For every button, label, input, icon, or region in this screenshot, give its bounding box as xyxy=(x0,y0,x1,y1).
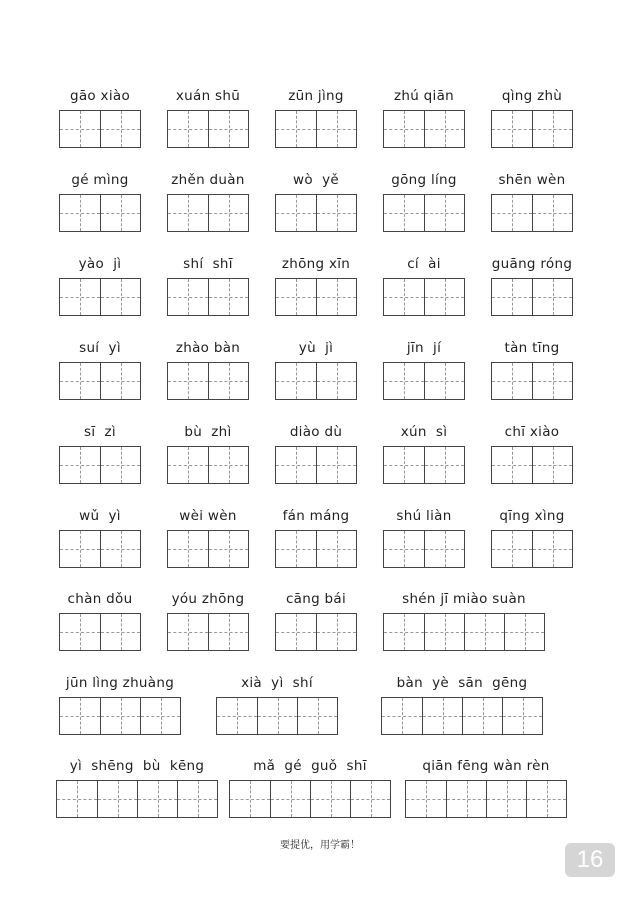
pinyin-label: yù jì xyxy=(298,340,334,356)
writing-grid[interactable] xyxy=(59,194,141,232)
writing-grid[interactable] xyxy=(59,278,141,316)
tianzige-cell[interactable] xyxy=(276,363,316,399)
writing-grid[interactable] xyxy=(167,110,249,148)
tianzige-cell[interactable] xyxy=(384,195,424,231)
pinyin-label: diào dù xyxy=(289,424,343,440)
tianzige-cell[interactable] xyxy=(208,195,248,231)
tianzige-cell[interactable] xyxy=(276,531,316,567)
pinyin-label: chàn dǒu xyxy=(67,591,133,607)
tianzige-cell[interactable] xyxy=(168,279,208,315)
tianzige-cell[interactable] xyxy=(60,698,100,734)
footer-slogan: 要提优，用学霸！ xyxy=(280,840,360,851)
dictation-item xyxy=(56,758,218,820)
tianzige-cell[interactable] xyxy=(168,614,208,650)
writing-grid[interactable] xyxy=(229,780,391,818)
dictation-item xyxy=(491,424,573,486)
pinyin-label: xún sì xyxy=(400,424,448,440)
tianzige-cell[interactable] xyxy=(60,614,100,650)
pinyin-label: jīn jí xyxy=(406,340,442,356)
tianzige-cell[interactable] xyxy=(276,614,316,650)
tianzige-cell[interactable] xyxy=(168,531,208,567)
pinyin-label: cí ài xyxy=(407,256,441,272)
dictation-item xyxy=(275,88,357,150)
tianzige-cell[interactable] xyxy=(97,781,137,817)
pinyin-label: zhào bàn xyxy=(175,340,241,356)
tianzige-cell[interactable] xyxy=(384,279,424,315)
tianzige-cell[interactable] xyxy=(504,614,544,650)
writing-grid[interactable] xyxy=(491,194,573,232)
tianzige-cell[interactable] xyxy=(532,279,572,315)
tianzige-cell[interactable] xyxy=(492,279,532,315)
writing-grid[interactable] xyxy=(491,362,573,400)
dictation-item xyxy=(275,256,357,318)
tianzige-cell[interactable] xyxy=(532,531,572,567)
tianzige-cell[interactable] xyxy=(384,614,424,650)
tianzige-cell[interactable] xyxy=(384,447,424,483)
pinyin-label: wǔ yì xyxy=(79,508,121,524)
pinyin-label: mǎ gé guǒ shī xyxy=(253,758,367,774)
pinyin-label: cāng bái xyxy=(285,591,347,607)
tianzige-cell[interactable] xyxy=(257,698,297,734)
tianzige-cell[interactable] xyxy=(424,111,464,147)
pinyin-label: jūn lìng zhuàng xyxy=(65,675,175,691)
pinyin-label: shēn wèn xyxy=(498,172,566,188)
pinyin-label: qiān fēng wàn rèn xyxy=(422,758,550,774)
tianzige-cell[interactable] xyxy=(60,363,100,399)
pinyin-label: wèi wèn xyxy=(179,508,237,524)
dictation-item xyxy=(491,172,573,234)
writing-grid[interactable] xyxy=(491,278,573,316)
writing-grid[interactable] xyxy=(167,530,249,568)
tianzige-cell[interactable] xyxy=(100,363,140,399)
tianzige-cell[interactable] xyxy=(316,531,356,567)
dictation-item xyxy=(167,88,249,150)
dictation-item xyxy=(383,88,465,150)
pinyin-label: yóu zhōng xyxy=(171,591,245,607)
dictation-item xyxy=(491,256,573,318)
tianzige-cell[interactable] xyxy=(297,698,337,734)
writing-grid[interactable] xyxy=(275,362,357,400)
tianzige-cell[interactable] xyxy=(382,698,422,734)
writing-grid[interactable] xyxy=(381,697,543,735)
pinyin-label: wò yě xyxy=(293,172,339,188)
writing-grid[interactable] xyxy=(59,446,141,484)
writing-grid[interactable] xyxy=(275,278,357,316)
tianzige-cell[interactable] xyxy=(492,531,532,567)
writing-grid[interactable] xyxy=(491,446,573,484)
dictation-item xyxy=(59,256,141,318)
tianzige-cell[interactable] xyxy=(100,614,140,650)
tianzige-cell[interactable] xyxy=(100,531,140,567)
tianzige-cell[interactable] xyxy=(100,698,140,734)
writing-grid[interactable] xyxy=(383,362,465,400)
tianzige-cell[interactable] xyxy=(424,531,464,567)
tianzige-cell[interactable] xyxy=(424,614,464,650)
writing-grid[interactable] xyxy=(56,780,218,818)
dictation-item xyxy=(59,88,141,150)
tianzige-cell[interactable] xyxy=(168,363,208,399)
tianzige-cell[interactable] xyxy=(316,279,356,315)
pinyin-label: zūn jìng xyxy=(288,88,344,104)
dictation-item xyxy=(59,172,141,234)
tianzige-cell[interactable] xyxy=(316,447,356,483)
writing-grid[interactable] xyxy=(383,278,465,316)
pinyin-label: guāng róng xyxy=(491,256,573,272)
pinyin-label: zhú qiān xyxy=(393,88,455,104)
pinyin-label: shí shī xyxy=(183,256,233,272)
dictation-item xyxy=(275,508,357,570)
dictation-item xyxy=(59,675,181,737)
writing-grid[interactable] xyxy=(383,446,465,484)
tianzige-cell[interactable] xyxy=(492,447,532,483)
writing-grid[interactable] xyxy=(383,530,465,568)
tianzige-cell[interactable] xyxy=(422,698,462,734)
tianzige-cell[interactable] xyxy=(208,531,248,567)
dictation-item xyxy=(405,758,567,820)
tianzige-cell[interactable] xyxy=(57,781,97,817)
writing-grid[interactable] xyxy=(491,110,573,148)
tianzige-cell[interactable] xyxy=(100,195,140,231)
tianzige-cell[interactable] xyxy=(208,363,248,399)
dictation-item xyxy=(381,675,543,737)
pinyin-label: yì shēng bù kēng xyxy=(69,758,205,774)
tianzige-cell[interactable] xyxy=(532,111,572,147)
pinyin-label: shén jī miào suàn xyxy=(402,591,526,607)
tianzige-cell[interactable] xyxy=(276,447,316,483)
writing-grid[interactable] xyxy=(383,194,465,232)
tianzige-cell[interactable] xyxy=(60,111,100,147)
tianzige-cell[interactable] xyxy=(316,111,356,147)
dictation-item xyxy=(383,340,465,402)
tianzige-cell[interactable] xyxy=(100,111,140,147)
dictation-item xyxy=(167,424,249,486)
tianzige-cell[interactable] xyxy=(100,279,140,315)
pinyin-label: sī zì xyxy=(83,424,116,440)
writing-grid[interactable] xyxy=(59,613,141,651)
pinyin-label: yào jì xyxy=(78,256,122,272)
pinyin-label: chī xiào xyxy=(504,424,560,440)
tianzige-cell[interactable] xyxy=(532,195,572,231)
dictation-item xyxy=(275,340,357,402)
dictation-item xyxy=(491,88,573,150)
dictation-item xyxy=(491,508,573,570)
tianzige-cell[interactable] xyxy=(217,698,257,734)
writing-grid[interactable] xyxy=(275,446,357,484)
pinyin-label: zhěn duàn xyxy=(171,172,245,188)
writing-grid[interactable] xyxy=(275,110,357,148)
writing-grid[interactable] xyxy=(383,110,465,148)
tianzige-cell[interactable] xyxy=(384,531,424,567)
tianzige-cell[interactable] xyxy=(446,781,486,817)
tianzige-cell[interactable] xyxy=(276,111,316,147)
tianzige-cell[interactable] xyxy=(168,195,208,231)
tianzige-cell[interactable] xyxy=(350,781,390,817)
tianzige-cell[interactable] xyxy=(208,111,248,147)
pinyin-label: gāo xiào xyxy=(69,88,131,104)
tianzige-cell[interactable] xyxy=(492,195,532,231)
tianzige-cell[interactable] xyxy=(424,279,464,315)
pinyin-label: qìng zhù xyxy=(501,88,563,104)
tianzige-cell[interactable] xyxy=(168,447,208,483)
tianzige-cell[interactable] xyxy=(270,781,310,817)
tianzige-cell[interactable] xyxy=(502,698,542,734)
tianzige-cell[interactable] xyxy=(276,279,316,315)
pinyin-label: zhōng xīn xyxy=(281,256,351,272)
tianzige-cell[interactable] xyxy=(406,781,446,817)
dictation-item xyxy=(491,340,573,402)
tianzige-cell[interactable] xyxy=(316,614,356,650)
tianzige-cell[interactable] xyxy=(532,363,572,399)
dictation-item xyxy=(167,508,249,570)
tianzige-cell[interactable] xyxy=(60,531,100,567)
tianzige-cell[interactable] xyxy=(462,698,502,734)
tianzige-cell[interactable] xyxy=(384,363,424,399)
pinyin-label: gé mìng xyxy=(71,172,129,188)
pinyin-label: bù zhì xyxy=(184,424,232,440)
dictation-item xyxy=(383,172,465,234)
dictation-item xyxy=(229,758,391,820)
writing-grid[interactable] xyxy=(167,278,249,316)
tianzige-cell[interactable] xyxy=(424,447,464,483)
tianzige-cell[interactable] xyxy=(208,279,248,315)
writing-grid[interactable] xyxy=(216,697,338,735)
writing-grid[interactable] xyxy=(167,446,249,484)
tianzige-cell[interactable] xyxy=(230,781,270,817)
pinyin-label: gōng líng xyxy=(391,172,457,188)
dictation-item xyxy=(167,591,249,653)
tianzige-cell[interactable] xyxy=(276,195,316,231)
tianzige-cell[interactable] xyxy=(60,447,100,483)
tianzige-cell[interactable] xyxy=(526,781,566,817)
dictation-item xyxy=(275,172,357,234)
page-number-badge: 16 xyxy=(565,843,615,877)
tianzige-cell[interactable] xyxy=(168,111,208,147)
writing-grid[interactable] xyxy=(383,613,545,651)
tianzige-cell[interactable] xyxy=(424,363,464,399)
pinyin-label: qīng xìng xyxy=(499,508,565,524)
tianzige-cell[interactable] xyxy=(137,781,177,817)
tianzige-cell[interactable] xyxy=(177,781,217,817)
writing-grid[interactable] xyxy=(59,530,141,568)
dictation-item xyxy=(167,172,249,234)
writing-grid[interactable] xyxy=(167,194,249,232)
writing-grid[interactable] xyxy=(59,110,141,148)
writing-grid[interactable] xyxy=(275,613,357,651)
dictation-item xyxy=(216,675,338,737)
tianzige-cell[interactable] xyxy=(424,195,464,231)
writing-grid[interactable] xyxy=(491,530,573,568)
tianzige-cell[interactable] xyxy=(140,698,180,734)
tianzige-cell[interactable] xyxy=(208,447,248,483)
pinyin-label: xuán shū xyxy=(175,88,241,104)
tianzige-cell[interactable] xyxy=(60,195,100,231)
pinyin-label: suí yì xyxy=(79,340,121,356)
pinyin-label: tàn tīng xyxy=(504,340,560,356)
tianzige-cell[interactable] xyxy=(492,363,532,399)
tianzige-cell[interactable] xyxy=(316,363,356,399)
dictation-item xyxy=(59,424,141,486)
writing-grid[interactable] xyxy=(59,697,181,735)
dictation-item xyxy=(59,591,141,653)
dictation-item xyxy=(59,340,141,402)
writing-grid[interactable] xyxy=(167,362,249,400)
pinyin-label: fán máng xyxy=(282,508,350,524)
tianzige-cell[interactable] xyxy=(384,111,424,147)
writing-grid[interactable] xyxy=(59,362,141,400)
tianzige-cell[interactable] xyxy=(464,614,504,650)
tianzige-cell[interactable] xyxy=(60,279,100,315)
tianzige-cell[interactable] xyxy=(486,781,526,817)
writing-grid[interactable] xyxy=(405,780,567,818)
writing-grid[interactable] xyxy=(275,194,357,232)
dictation-item xyxy=(275,591,357,653)
dictation-item xyxy=(383,424,465,486)
dictation-item xyxy=(383,591,545,653)
dictation-item xyxy=(275,424,357,486)
tianzige-cell[interactable] xyxy=(310,781,350,817)
dictation-item xyxy=(383,508,465,570)
tianzige-cell[interactable] xyxy=(492,111,532,147)
dictation-item xyxy=(383,256,465,318)
pinyin-label: xià yì shí xyxy=(241,675,313,691)
pinyin-label: shú liàn xyxy=(396,508,452,524)
dictation-item xyxy=(167,256,249,318)
tianzige-cell[interactable] xyxy=(100,447,140,483)
writing-grid[interactable] xyxy=(275,530,357,568)
tianzige-cell[interactable] xyxy=(532,447,572,483)
pinyin-label: bàn yè sān gēng xyxy=(396,675,528,691)
writing-grid[interactable] xyxy=(167,613,249,651)
tianzige-cell[interactable] xyxy=(316,195,356,231)
dictation-item xyxy=(59,508,141,570)
tianzige-cell[interactable] xyxy=(208,614,248,650)
dictation-item xyxy=(167,340,249,402)
